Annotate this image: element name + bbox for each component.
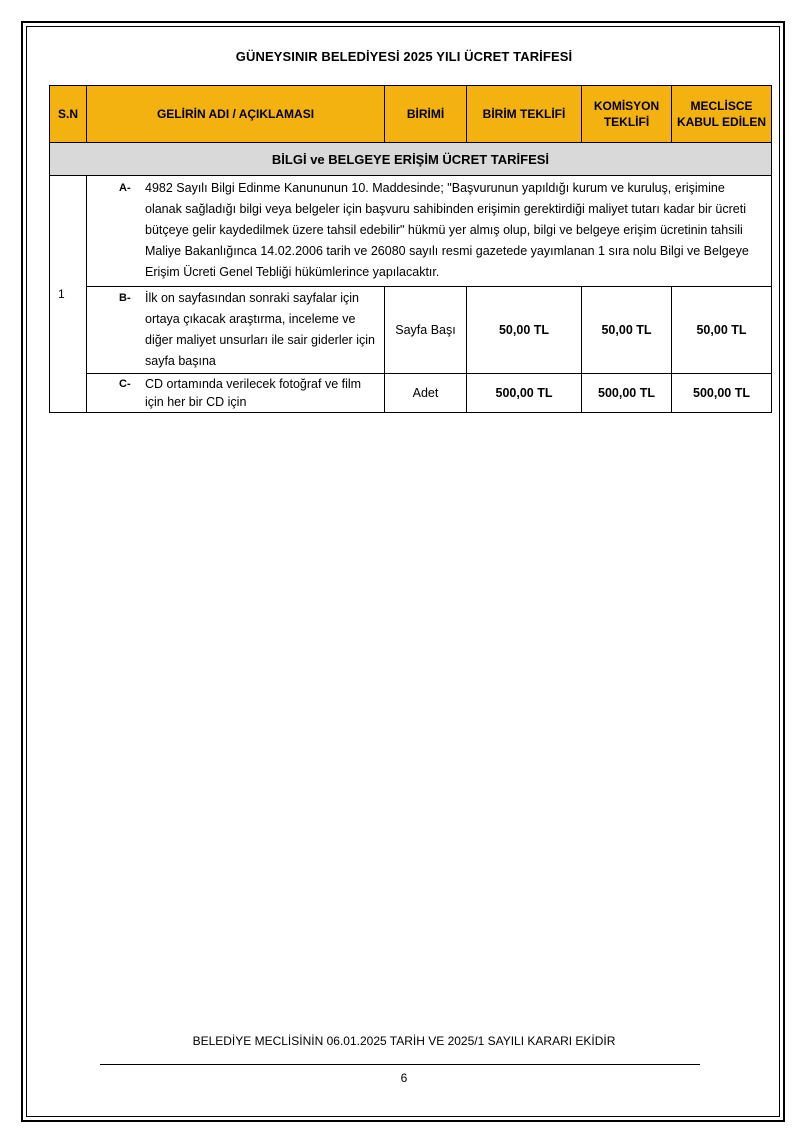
table-header-row [50,86,772,143]
section-title: BİLGİ ve BELGEYE ERİŞİM ÜCRET TARİFESİ [50,143,772,176]
table-row-c [50,374,772,413]
row-b-meclisce: 50,00 TL [672,287,772,374]
row-a-letter: A- [119,182,131,194]
row-b-letter: B- [119,292,131,304]
tariff-table [49,85,772,413]
row-b-description-cell [87,287,385,374]
row-b-birim-teklifi: 50,00 TL [467,287,582,374]
header-sn: S.N [50,86,87,143]
header-birimi: BİRİMİ [385,86,467,143]
table-row-b [50,287,772,374]
document-title: GÜNEYSINIR BELEDİYESİ 2025 YILI ÜCRET TARİFESİ [235,49,573,64]
row-b-description: İlk on sayfasından sonraki sayfalar için ortaya çıkacak araştırma, inceleme ve diğer maliyet unsurları ile sair giderler için sayfa başına [145,291,375,368]
section-row [50,143,772,176]
row-b-komisyon-teklifi: 50,00 TL [582,287,672,374]
header-gelir: GELİRİN ADI / AÇIKLAMASI [87,86,385,143]
header-komisyon-teklifi: KOMİSYON TEKLİFİ [582,86,672,143]
row-c-meclisce: 500,00 TL [672,374,772,413]
row-c-letter: C- [119,378,131,390]
row-c-birim-teklifi: 500,00 TL [467,374,582,413]
row-c-description: CD ortamında verilecek fotoğraf ve film için her bir CD için [145,377,362,409]
footer-divider [100,1064,700,1065]
header-birim-teklifi: BİRİM TEKLİFİ [467,86,582,143]
header-meclisce: MECLİSCE KABUL EDİLEN [672,86,772,143]
row-c-komisyon-teklifi: 500,00 TL [582,374,672,413]
row-c-description-cell [87,374,385,413]
row-a-description: 4982 Sayılı Bilgi Edinme Kanununun 10. Maddesinde; "Başvurunun yapıldığı kurum ve kuruluş, erişimine olanak sağladığı bilgi veya belgeler için başvuru sahibinden erişimin gerektirdiği maliyet tutarı kadar bir ücreti bütçeye gelir kaydedilmek üzere tahsil edebilir" hükmü yer almış olup, bilgi ve belgeye erişim ücretinin tahsili Maliye Bakanlığınca 14.02.2006 tarih ve 26080 sayılı resmi gazetede yayımlanan 1 sıra nolu Bilgi ve Belgeye Erişim Ücreti Genel Tebliği hükümlerince yapılacaktır. [145,181,749,279]
row-a-description-cell [87,176,772,287]
footer-note: BELEDİYE MECLİSİNİN 06.01.2025 TARİH VE 2025/1 SAYILI KARARI EKİDİR [192,1034,616,1048]
row-c-unit: Adet [385,374,467,413]
page-number: 6 [400,1071,408,1085]
table-row-a [50,176,772,287]
group-sn: 1 [50,176,87,413]
row-b-unit: Sayfa Başı [385,287,467,374]
